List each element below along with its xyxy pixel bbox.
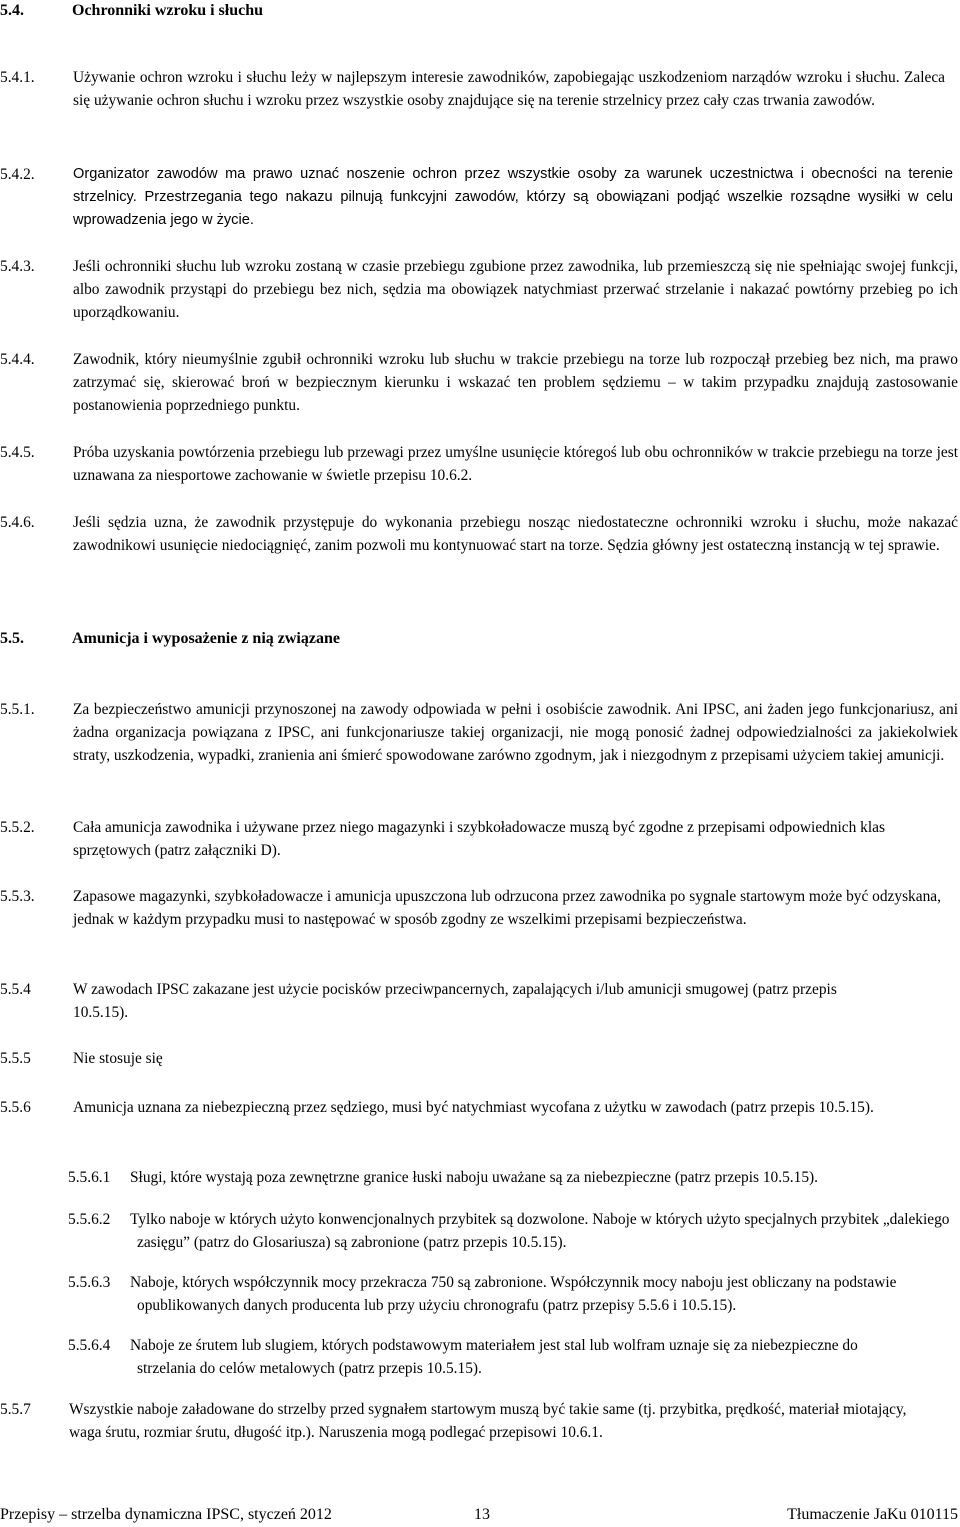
subparagraph-number: 5.5.6.1	[68, 1169, 111, 1186]
paragraph-number: 5.4.2.	[0, 166, 35, 183]
section-title: Ochronniki wzroku i słuchu	[72, 2, 264, 19]
subparagraph-text: Tylko naboje w których użyto konwencjonalnych przybitek są dozwolone. Naboje w których użyto specjalnych przybitek „dalekiego zasięgu” (patrz do Glosariusza) są zabronione (patrz przepis 10.5.15).	[130, 1211, 950, 1251]
paragraph-text: W zawodach IPSC zakazane jest użycie pocisków przeciwpancernych, zapalających i/lub amunicji smugowej (patrz przepis 10.5.15).	[73, 981, 837, 1021]
paragraph-text: Zapasowe magazynki, szybkoładowacze i amunicja upuszczona lub odrzucona przez zawodnika po sygnale startowym może być odzyskana, jednak w każdym przypadku musi to następować w sposób zgodny ze wszelkimi przepisami bezpieczeństwa.	[73, 888, 941, 928]
paragraph-number: 5.4.1.	[0, 69, 35, 86]
paragraph-number: 5.5.7	[0, 1401, 31, 1418]
section-number: 5.5.	[0, 630, 24, 647]
paragraph-text: Próba uzyskania powtórzenia przebiegu lub przewagi przez umyślne usunięcie któregoś lub obu ochronników w trakcie przebiegu na torze jest uznawana za niesportowe zachowanie w świetle przepisu 10.6.2.	[73, 444, 958, 484]
section-number: 5.4.	[0, 2, 24, 19]
paragraph-number: 5.4.5.	[0, 444, 35, 461]
section-title: Amunicja i wyposażenie z nią związane	[72, 630, 340, 647]
paragraph-text: Wszystkie naboje załadowane do strzelby przed sygnałem startowym muszą być takie same (tj. przybitka, prędkość, materiał miotający, waga śrutu, rozmiar śrutu, długość itp.). Naruszenia mogą podlegać przepisowi 10.6.1.	[69, 1401, 907, 1441]
subparagraph-number: 5.5.6.4	[68, 1337, 111, 1354]
paragraph-number: 5.5.2.	[0, 819, 35, 836]
paragraph-number: 5.5.3.	[0, 888, 35, 905]
paragraph-text: Używanie ochron wzroku i słuchu leży w najlepszym interesie zawodników, zapobiegając uszkodzeniom narządów wzroku i słuchu. Zaleca się używanie ochron słuchu i wzroku przez wszystkie osoby znajdujące się na terenie strzelnicy przez cały czas trwania zawodów.	[73, 69, 945, 109]
paragraph-number: 5.5.1.	[0, 701, 35, 718]
paragraph-text: Jeśli ochronniki słuchu lub wzroku zostaną w czasie przebiegu zgubione przez zawodnika, lub przemieszczą się nie spełniając swojej funkcji, albo zawodnik przystąpi do przebiegu bez nich, sędzia ma obowiązek natychmiast przerwać strzelanie i nakazać powtórny przebieg po ich uporządkowaniu.	[73, 258, 958, 321]
subparagraph-number: 5.5.6.2	[68, 1211, 111, 1228]
subparagraph-text: Naboje, których współczynnik mocy przekracza 750 są zabronione. Współczynnik mocy naboju jest obliczany na podstawie opublikowanych danych producenta lub przy użyciu chronografu (patrz przepisy 5.5.6 i 10.5.15).	[130, 1274, 897, 1314]
paragraph-number: 5.5.5	[0, 1050, 31, 1067]
paragraph-number: 5.4.4.	[0, 351, 35, 368]
footer-translator: Tłumaczenie JaKu 010115	[787, 1506, 958, 1523]
page-number: 13	[474, 1506, 490, 1523]
paragraph-text: Nie stosuje się	[73, 1050, 163, 1067]
paragraph-number: 5.4.6.	[0, 514, 35, 531]
paragraph-text: Za bezpieczeństwo amunicji przynoszonej na zawody odpowiada w pełni i osobiście zawodnik. Ani IPSC, ani żaden jego funkcjonariusz, ani żadna organizacja powiązana z IPSC, ani funkcjonariusze takiej organizacji, nie mogą ponosić żadnej odpowiedzialności za jakiekolwiek straty, uszkodzenia, wypadki, zranienia ani śmierć spowodowane zarówno zgodnym, jak i niezgodnym z przepisami użyciem takiej amunicji.	[73, 701, 958, 764]
paragraph-number: 5.5.4	[0, 981, 31, 998]
paragraph-text: Amunicja uznana za niebezpieczną przez sędziego, musi być natychmiast wycofana z użytku w zawodach (patrz przepis 10.5.15).	[73, 1099, 874, 1116]
footer-document-title: Przepisy – strzelba dynamiczna IPSC, styczeń 2012	[0, 1506, 332, 1523]
subparagraph-text: Naboje ze śrutem lub slugiem, których podstawowym materiałem jest stal lub wolfram uznaje się za niebezpieczne do strzelania do celów metalowych (patrz przepis 10.5.15).	[130, 1337, 858, 1377]
paragraph-text: Cała amunicja zawodnika i używane przez niego magazynki i szybkoładowacze muszą być zgodne z przepisami odpowiednich klas sprzętowych (patrz załączniki D).	[73, 819, 885, 859]
subparagraph-number: 5.5.6.3	[68, 1274, 111, 1291]
subparagraph-text: Sługi, które wystają poza zewnętrzne granice łuski naboju uważane są za niebezpieczne (patrz przepis 10.5.15).	[130, 1169, 819, 1186]
paragraph-number: 5.5.6	[0, 1099, 31, 1116]
paragraph-number: 5.4.3.	[0, 258, 35, 275]
paragraph-text: Organizator zawodów ma prawo uznać noszenie ochron przez wszystkie osoby za warunek uczestnictwa i obecności na terenie strzelnicy. Przestrzegania tego nakazu pilnują funkcyjni zawodów, którzy są obowiązani podjąć wszelkie rozsądne wysiłki w celu wprowadzenia jego w życie.	[73, 166, 953, 228]
paragraph-text: Zawodnik, który nieumyślnie zgubił ochronniki wzroku lub słuchu w trakcie przebiegu na torze lub rozpoczął przebieg bez nich, ma prawo zatrzymać się, skierować broń w bezpiecznym kierunku i wskazać ten problem sędziemu – w takim przypadku znajdują zastosowanie postanowienia poprzedniego punktu.	[73, 351, 958, 414]
paragraph-text: Jeśli sędzia uzna, że zawodnik przystępuje do wykonania przebiegu nosząc niedostateczne ochronniki wzroku i słuchu, może nakazać zawodnikowi usunięcie niedociągnięć, zanim pozwoli mu kontynuować start na torze. Sędzia główny jest ostateczną instancją w tej sprawie.	[73, 514, 958, 554]
